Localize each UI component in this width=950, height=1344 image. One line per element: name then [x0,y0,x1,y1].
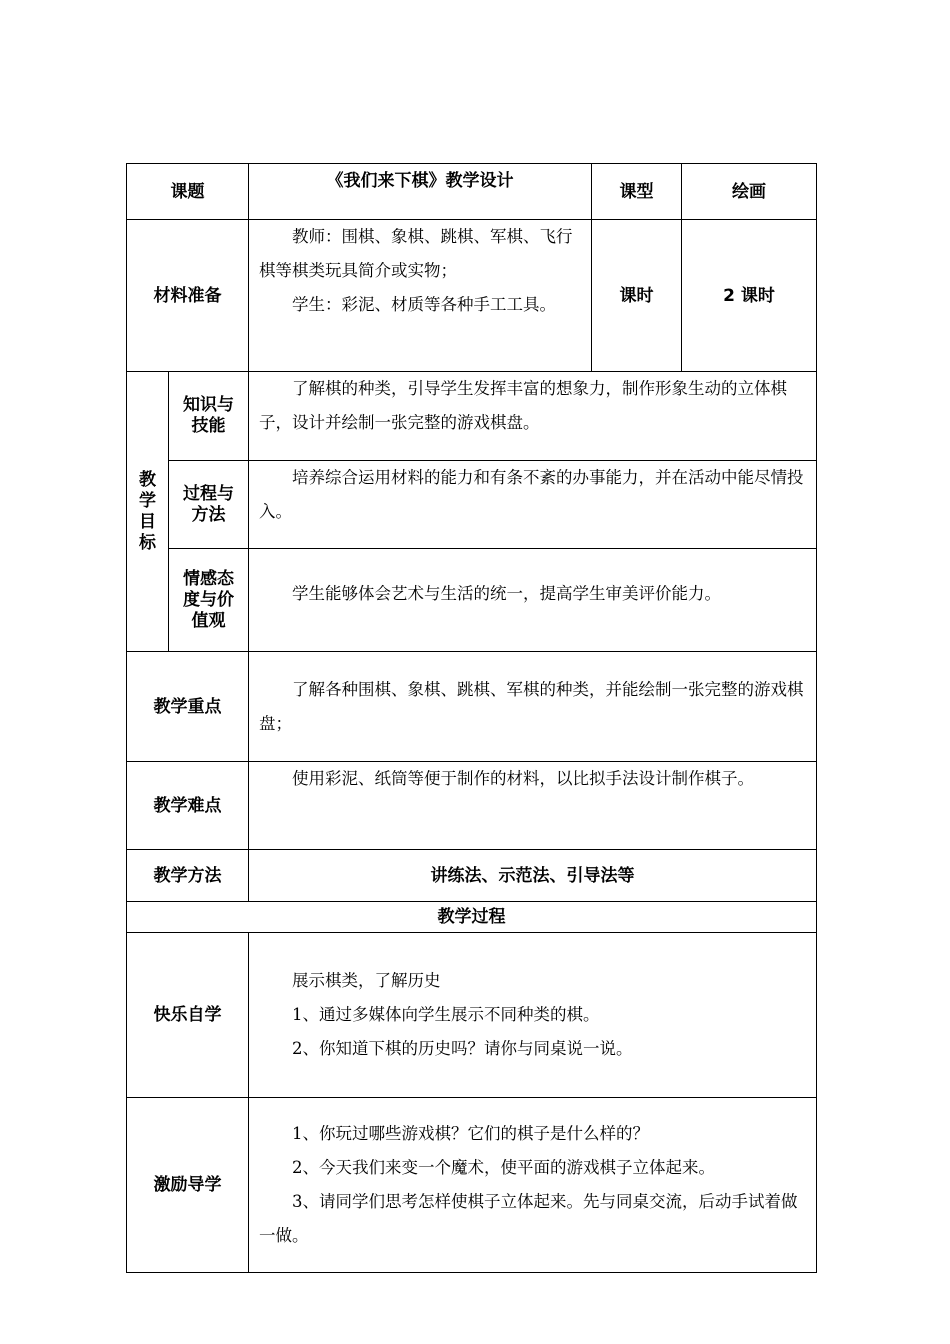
goal-label-process [169,461,249,549]
methods-value: 讲练法、示范法、引导法等 [249,850,817,902]
goals-label-char: 学 [139,490,156,511]
stage-line: 2、今天我们来变一个魔术，使平面的游戏棋子立体起来。 [292,1158,715,1177]
goals-label-char: 标 [139,532,156,553]
goals-label [127,372,169,652]
goal-label-line: 情感态 [183,568,234,589]
goal-row-attitude [127,549,817,652]
goal-label-line: 度与价 [183,589,234,610]
methods-row [127,850,817,902]
difficulties-content [249,762,817,850]
stage-line: 1、通过多媒体向学生展示不同种类的棋。 [292,1005,600,1024]
stage-row [127,933,817,1098]
goal-label-line: 过程与 [183,483,234,504]
key-points-content [249,652,817,762]
goal-text-attitude [249,549,817,652]
difficulties-row [127,762,817,850]
topic-value: 《我们来下棋》教学设计 [249,164,592,220]
process-title: 教学过程 [127,902,817,933]
goal-label-knowledge [169,372,249,461]
process-title-row [127,902,817,933]
difficulties-label: 教学难点 [127,762,249,850]
stage-line: 1、你玩过哪些游戏棋？它们的棋子是什么样的？ [292,1124,649,1143]
goal-label-line: 技能 [191,416,226,436]
key-points-text: 了解各种围棋、象棋、跳棋、军棋的种类，并能绘制一张完整的游戏棋盘； [259,679,804,733]
goal-label-line: 方法 [191,504,226,525]
goal-text-knowledge [249,372,817,461]
goal-text: 学生能够体会艺术与生活的统一，提高学生审美评价能力。 [292,584,721,603]
type-value: 绘画 [682,164,817,220]
goal-row-process [127,461,817,549]
stage-line: 展示棋类，了解历史 [292,971,441,990]
materials-content [249,220,592,372]
methods-label: 教学方法 [127,850,249,902]
goal-label-line: 知识与 [183,395,234,415]
stage-label: 激励导学 [127,1098,249,1273]
goal-text: 了解棋的种类，引导学生发挥丰富的想象力，制作形象生动的立体棋子，设计并绘制一张完整的游戏棋盘。 [259,379,787,432]
stage-line: 3、请同学们思考怎样使棋子立体起来。先与同桌交流，后动手试着做一做。 [259,1192,798,1245]
topic-label: 课题 [127,164,249,220]
type-label: 课型 [592,164,682,220]
stage-row [127,1098,817,1273]
goal-label-line: 值观 [191,610,226,631]
lesson-plan-table [126,163,817,1273]
goals-label-char: 教 [139,469,156,490]
materials-teacher: 教师：围棋、象棋、跳棋、军棋、飞行棋等棋类玩具简介或实物； [259,227,573,280]
goal-text-process [249,461,817,549]
materials-label: 材料准备 [127,220,249,372]
stage-content [249,1098,817,1273]
goal-label-attitude [169,549,249,652]
key-points-label: 教学重点 [127,652,249,762]
difficulties-text: 使用彩泥、纸筒等便于制作的材料，以比拟手法设计制作棋子。 [292,769,754,788]
goals-label-char: 目 [139,511,156,532]
goal-row-knowledge [127,372,817,461]
stage-content [249,933,817,1098]
stage-label: 快乐自学 [127,933,249,1098]
goal-text: 培养综合运用材料的能力和有条不紊的办事能力，并在活动中能尽情投入。 [259,468,804,521]
materials-row [127,220,817,372]
stage-line: 2、你知道下棋的历史吗？请你与同桌说一说。 [292,1039,633,1058]
materials-student: 学生：彩泥、材质等各种手工工具。 [292,295,556,314]
topic-row [127,164,817,220]
hours-label: 课时 [592,220,682,372]
hours-value: 2 课时 [682,220,817,372]
key-points-row [127,652,817,762]
